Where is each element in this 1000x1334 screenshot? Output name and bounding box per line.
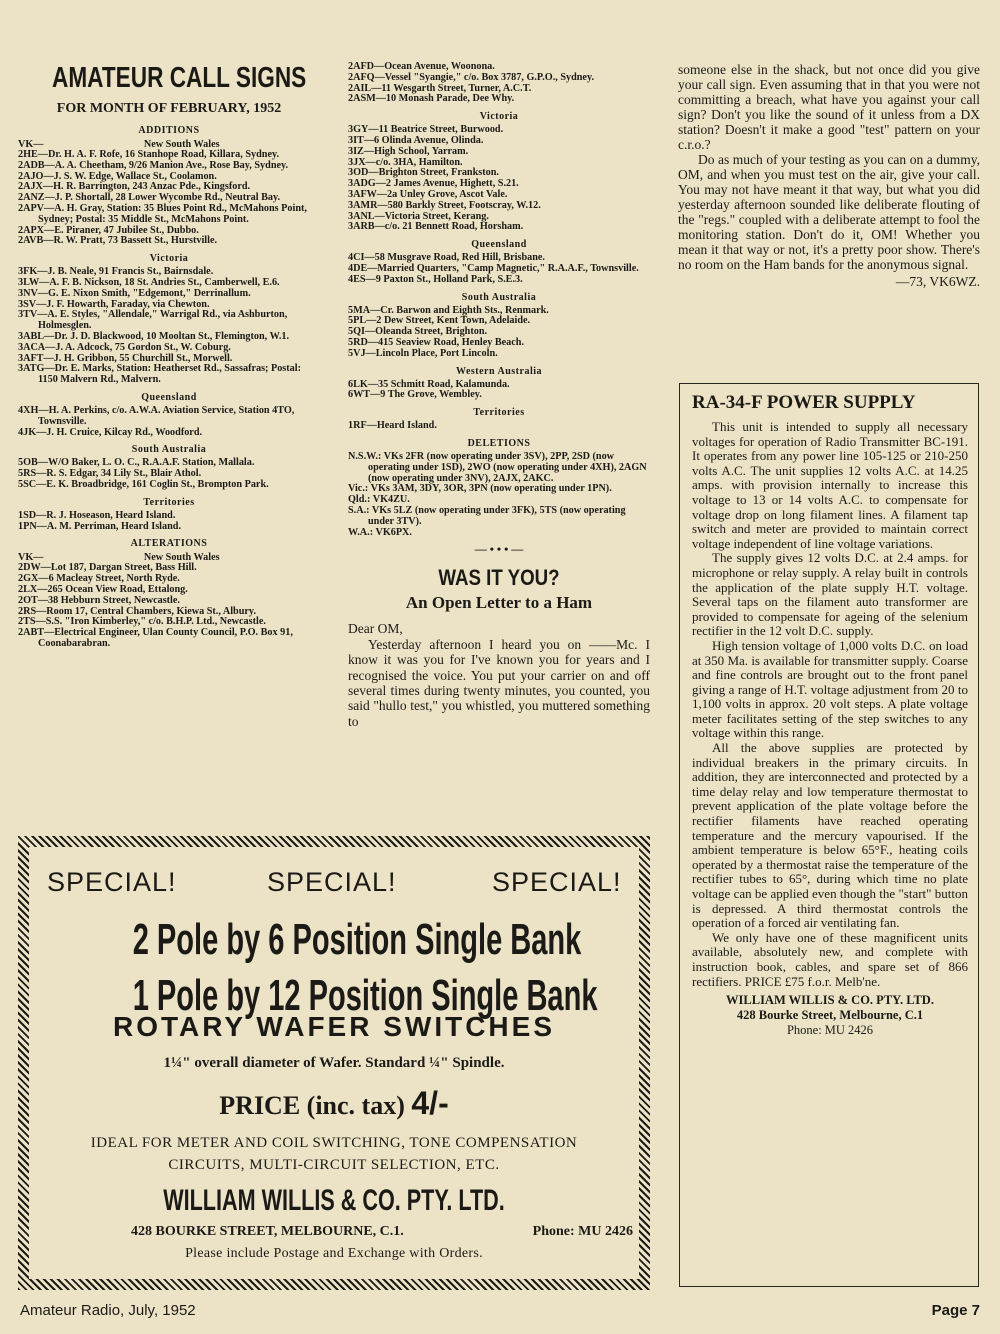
power-supply-paragraph: High tension voltage of 1,000 volts D.C. on load at 350 Ma. is available for transmitter supply. Coarse and fine controls are brought out to the front panel giving a range of H.T. voltage adjustment from 20 to 1,100 volts in approx. 20 volt steps. A plate voltage meter facilitates setting of the step switches to any voltage within this range. — [692, 637, 968, 741]
entry-list — [348, 380, 650, 402]
call-sign-entry: 3SV—J. F. Howarth, Faraday, via Chewton. — [18, 298, 210, 310]
entry-list — [18, 267, 320, 386]
special-label: SPECIAL! — [492, 867, 622, 897]
call-sign-entry: 5QI—Oleanda Street, Brighton. — [348, 326, 488, 338]
call-sign-entry: 3LW—A. F. B. Nickson, 18 St. Andries St., Camberwell, E.6. — [18, 276, 280, 288]
product-line-1: 2 Pole by 6 Position Single Bank — [132, 915, 582, 964]
deletion-entry: Vic.: VKs 3AM, 3DY, 3OR, 3PN (now operating under 1PN). — [348, 483, 612, 495]
power-supply-paragraph: The supply gives 12 volts D.C. at 2.4 amps. for microphone or relay supply. A relay built in controls the application of the plate supply H.T. voltage. Several taps on the filament auto transformer are provided to compensate for ageing of the selenium rectifier in the 12 volt D.C. supply. — [692, 550, 968, 639]
sa-alterations — [348, 292, 650, 360]
advert-address: 428 BOURKE STREET, MELBOURNE, C.1. — [131, 1224, 404, 1239]
call-sign-entry: 3NV—G. E. Nixon Smith, "Edgemont," Derrinallum. — [18, 287, 251, 299]
call-sign-entry: 3AMR—580 Barkly Street, Footscray, W.12. — [348, 199, 541, 211]
deletion-entry: S.A.: VKs 5LZ (now operating under 3FK), 5TS (now operating under 3TV). — [348, 504, 626, 527]
call-sign-entry: 5RS—R. S. Edgar, 34 Lily St., Blair Athol. — [18, 468, 202, 480]
sa-additions — [18, 444, 320, 490]
call-sign-entry: 5VJ—Lincoln Place, Port Lincoln. — [348, 347, 498, 359]
call-sign-entry: 3AFT—J. H. Gribbon, 55 Churchill St., Morwell. — [18, 352, 233, 364]
call-sign-entry: 2LX—265 Ocean View Road, Ettalong. — [18, 583, 188, 595]
product-uses — [29, 1132, 639, 1176]
vic-alterations — [348, 111, 650, 233]
qld-additions — [18, 392, 320, 438]
column-2 — [348, 62, 650, 729]
letter-subtitle: An Open Letter to a Ham — [405, 593, 593, 613]
call-sign-entry: 5OB—W/O Baker, L. O. C., R.A.A.F. Station, Mallala. — [18, 457, 255, 469]
product-name: ROTARY WAFER SWITCHES — [112, 1011, 556, 1042]
additions-heading: ADDITIONS — [138, 125, 200, 136]
call-sign-entry: 4JK—J. H. Cruice, Kilcay Rd., Woodford. — [18, 426, 203, 438]
call-sign-entry: 2HE—Dr. H. A. F. Rofe, 16 Stanhope Road, Killara, Sydney. — [18, 149, 280, 160]
call-sign-entry: 6WT—9 The Grove, Wembley. — [348, 389, 482, 401]
section-heading: New South Wales — [143, 552, 220, 564]
call-sign-entry: 3ARB—c/o. 21 Bennett Road, Horsham. — [348, 221, 524, 233]
entry-list — [348, 125, 650, 233]
special-label: SPECIAL! — [267, 867, 397, 897]
advert-phone: Phone: MU 2426 — [532, 1224, 633, 1239]
letter-signoff: —73, VK6WZ. — [895, 274, 980, 289]
price-value: 4/- — [411, 1085, 449, 1121]
box-phone: Phone: MU 2426 — [786, 1023, 874, 1038]
section-heading: Western Australia — [456, 365, 542, 377]
letter-salutation: Dear OM, — [348, 621, 403, 637]
entry-list — [18, 511, 320, 533]
letter-text — [348, 621, 650, 729]
entry-list — [348, 306, 650, 360]
call-sign-entry: 1RF—Heard Island. — [348, 420, 437, 432]
call-sign-entry: 3ABL—Dr. J. D. Blackwood, 10 Mooltan St., Flemington, W.1. — [18, 330, 290, 342]
territories-alterations — [348, 407, 650, 432]
call-sign-entry: 2RS—Room 17, Central Chambers, Kiewa St., Albury. — [18, 605, 256, 617]
vic-additions — [18, 253, 320, 386]
advert-inner — [29, 847, 639, 1279]
call-sign-entry: 2ASM—10 Monash Parade, Dee Why. — [348, 93, 515, 105]
deletion-entry: W.A.: VK6PX. — [348, 526, 412, 538]
letter-continued — [678, 62, 980, 272]
power-supply-title: RA-34-F POWER SUPPLY — [692, 392, 916, 413]
call-sign-entry: 2AJX—H. R. Barrington, 243 Anzac Pde., Kingsford. — [18, 181, 251, 193]
call-sign-entry: 5MA—Cr. Barwon and Eighth Sts., Renmark. — [348, 304, 549, 316]
section-heading: Victoria — [149, 253, 189, 265]
call-sign-entry: 2APX—E. Piraner, 47 Jubilee St., Dubbo. — [18, 224, 199, 236]
call-sign-entry: 3IZ—High School, Yarram. — [348, 145, 469, 157]
letter-body: Yesterday afternoon I heard you on ——Mc. I know it was you for I've known you for years and I recognised the voice. You put your carrier on and off several times during twenty minutes, you counted, you said "hullo test," you whistled, you muttered something to — [348, 636, 650, 729]
call-sign-entry: 4XH—H. A. Perkins, c/o. A.W.A. Aviation Service, Station 4TO, Townsville. — [18, 404, 295, 427]
call-sign-entry: 5RD—415 Seaview Road, Henley Beach. — [348, 336, 525, 348]
call-sign-entry: 6LK—35 Schmitt Road, Kalamunda. — [348, 378, 510, 390]
call-sign-entry: 3AFW—2a Unley Grove, Ascot Vale. — [348, 188, 508, 200]
column-3 — [678, 62, 980, 290]
letter-paragraph: Do as much of your testing as you can on a dummy, OM, and when you must test on the air, give your call. You may not have meant it that way, but what you did yesterday afternoon sounded like deliberate flouting of the "regs." coupled with a deliberate attempt to fool the monitoring station. Don't do it, OM! Whether you mean it that way or not, it's a pretty poor show. There's no room on the Ham bands for the anonymous signal. — [678, 152, 980, 272]
deletion-entry: Qld.: VK4ZU. — [348, 494, 410, 506]
call-sign-entry: 2ADB—A. A. Cheetham, 9/26 Manion Ave., Rose Bay, Sydney. — [18, 159, 289, 171]
call-sign-entry: 3FK—J. B. Neale, 91 Francis St., Bairnsdale. — [18, 266, 214, 278]
call-sign-entry: 1PN—A. M. Perriman, Heard Island. — [18, 520, 181, 532]
footer-page-number: Page 7 — [931, 1302, 980, 1319]
section-heading: South Australia — [461, 291, 537, 303]
product-dimensions: 1¼" overall diameter of Wafer. Standard ¼" Spindle. — [163, 1055, 505, 1071]
call-sign-entry: 2AVB—R. W. Pratt, 73 Bassett St., Hurstville. — [18, 235, 218, 247]
call-sign-entry: 2GX—6 Macleay Street, North Ryde. — [18, 573, 180, 585]
product-price — [29, 1085, 639, 1122]
call-sign-entry: 2AFD—Ocean Avenue, Woonona. — [348, 61, 495, 72]
call-sign-entry: 2DW—Lot 187, Dargan Street, Bass Hill. — [18, 562, 197, 574]
call-sign-entry: 4ES—9 Paxton St., Holland Park, S.E.3. — [348, 273, 523, 285]
letter-title: WAS IT YOU? — [438, 565, 560, 591]
call-sign-entry: 3ANL—Victoria Street, Kerang. — [348, 210, 489, 222]
call-sign-entry: 4DE—Married Quarters, "Camp Magnetic," R.A.A.F., Townsville. — [348, 262, 639, 274]
power-supply-text — [692, 420, 968, 989]
deletion-entry: N.S.W.: VKs 2FR (now operating under 3SV), 2PP, 2SD (now operating under 1SD), 2WO (now operating under 4XH), 2AGN (now operating under 3NV), 2AJX, 2AKC. — [348, 450, 647, 484]
page-subtitle: FOR MONTH OF FEBRUARY, 1952 — [56, 101, 282, 116]
special-label: SPECIAL! — [47, 867, 177, 897]
call-sign-entry: 1SD—R. J. Hoseason, Heard Island. — [18, 509, 176, 521]
letter-paragraph: someone else in the shack, but not once did you give your call sign. Even assuming that in that you were not committing a breach, what have you against your call sign? Don't you like the sound of it unless from a DX station? Doesn't it make a good "test" pattern on your c.r.o.? — [678, 62, 980, 152]
power-supply-paragraph: This unit is intended to supply all necessary voltages for operation of Radio Transmitter BC-191. It operates from any power line 105-125 or 210-250 volts A.C. The unit supplies 12 volts A.C. at 14.25 amps. with provision internally to increase this voltage to 13 or 14 volts A.C. to compensate for voltage drop on long filament lines. A filament tap switch and meter are provided to maintain correct voltage independent of line voltage variations. — [692, 419, 968, 551]
separator: — • • • — — [474, 542, 524, 557]
entry-list — [18, 406, 320, 438]
product-line-2: 1 Pole by 12 Position Single Bank — [132, 971, 598, 1020]
call-sign-entry: 3OD—Brighton Street, Frankston. — [348, 167, 499, 179]
call-sign-entry: 3ADG—2 James Avenue, Highett, S.21. — [348, 178, 519, 190]
call-sign-entry: 2OT—38 Hebburn Street, Newcastle. — [18, 594, 180, 606]
nsw-additions-list — [18, 150, 320, 247]
deletions-heading: DELETIONS — [467, 437, 531, 449]
call-sign-entry: 2ANZ—J. P. Shortall, 28 Lower Wycombe Rd., Neutral Bay. — [18, 192, 281, 204]
alterations-list — [18, 563, 320, 649]
wa-alterations — [348, 366, 650, 402]
uses-line: IDEAL FOR METER AND COIL SWITCHING, TONE COMPENSATION — [90, 1135, 578, 1151]
call-sign-entry: 3GY—11 Beatrice Street, Burwood. — [348, 124, 504, 136]
call-sign-entry: 3ATG—Dr. E. Marks, Station: Heatherset Rd., Sassafras; Postal: 1150 Malvern Rd., Malvern. — [18, 363, 301, 386]
switches-advert — [18, 836, 650, 1290]
footer-publication: Amateur Radio, July, 1952 — [20, 1302, 196, 1319]
section-heading: South Australia — [131, 444, 207, 456]
call-sign-entry: 2AJO—J. S. W. Edge, Wallace St., Coolamon. — [18, 170, 217, 182]
entry-list — [348, 421, 650, 432]
advert-note: Please include Postage and Exchange with Orders. — [185, 1246, 483, 1261]
alterations-continued-list — [348, 62, 650, 105]
section-heading: Victoria — [479, 111, 519, 123]
call-sign-entry: 5SC—E. K. Broadbridge, 161 Coglin St., Brompton Park. — [18, 478, 269, 490]
call-sign-entry: 2AFQ—Vessel "Syangie," c/o. Box 3787, G.P.O., Sydney. — [348, 71, 595, 83]
box-firm-name: WILLIAM WILLIS & CO. PTY. LTD. — [726, 993, 934, 1008]
call-sign-entry: 5PL—2 Dew Street, Kent Town, Adelaide. — [348, 315, 531, 327]
call-sign-entry: 3IT—6 Olinda Avenue, Olinda. — [348, 134, 484, 146]
advert-firm-name: WILLIAM WILLIS & CO. PTY. LTD. — [163, 1184, 505, 1217]
call-sign-entry: 2APV—A. H. Gray, Station: 35 Blues Point Rd., McMahons Point, Sydney; Postal: 35 Middle St., McMahons Point. — [18, 202, 307, 225]
power-supply-paragraph: We only have one of these magnificent units available, absolutely new, and complete with instruction book, cables, and spare set of 866 rectifiers. PRICE £75 f.o.r. Melb'ne. — [692, 929, 968, 989]
deletions-list — [348, 452, 650, 538]
call-sign-entry: 3ACA—J. A. Adcock, 75 Gordon St., W. Coburg. — [18, 341, 231, 353]
call-sign-entry: 3TV—A. E. Styles, "Allendale," Warrigal Rd., via Ashburton, Holmesglen. — [18, 309, 288, 332]
power-supply-advert — [679, 383, 979, 1287]
call-sign-entry: 2AIL—11 Wesgarth Street, Turner, A.C.T. — [348, 82, 532, 94]
vk-prefix: VK— — [18, 552, 44, 564]
qld-alterations — [348, 239, 650, 285]
entry-list — [348, 253, 650, 285]
entry-list — [18, 458, 320, 490]
call-sign-entry: 2ABT—Electrical Engineer, Ulan County Council, P.O. Box 91, Coonabarabran. — [18, 627, 293, 649]
section-heading: Territories — [473, 407, 525, 419]
section-heading: Queensland — [141, 391, 197, 403]
box-address: 428 Bourke Street, Melbourne, C.1 — [736, 1008, 924, 1023]
price-label: PRICE (inc. tax) — [219, 1091, 405, 1120]
alterations-heading: ALTERATIONS — [130, 538, 208, 550]
call-sign-entry: 4CI—58 Musgrave Road, Red Hill, Brisbane. — [348, 252, 545, 264]
section-heading: New South Wales — [143, 139, 220, 150]
uses-line: CIRCUITS, MULTI-CIRCUIT SELECTION, ETC. — [168, 1157, 500, 1173]
power-supply-paragraph: All the above supplies are protected by individual breakers in the primary circuits. In addition, they are interconnected and protected by a time delay relay and low temperature thermostat to prevent application of the plate voltage before the rectifier filaments have reached operating temperature and the mercury vapourised. If the ambient temperature is below 65°F., heating coils operated by a thermostat raise the temperature of the rectifier tubes to 65°, during which time no plate voltage can be applied even though the "start" button is depressed. A third thermostat controls the operation of a forced air ventilating fan. — [692, 740, 968, 931]
call-sign-entry: 2TS—S.S. "Iron Kimberley," c/o. B.H.P. Ltd., Newcastle. — [18, 616, 266, 628]
column-1 — [18, 62, 320, 650]
section-heading: Queensland — [471, 239, 527, 251]
section-heading: Territories — [143, 496, 195, 508]
page-title: AMATEUR CALL SIGNS — [52, 62, 307, 94]
territories-additions — [18, 497, 320, 533]
call-sign-entry: 3JX—c/o. 3HA, Hamilton. — [348, 156, 463, 168]
vk-prefix: VK— — [18, 139, 44, 150]
